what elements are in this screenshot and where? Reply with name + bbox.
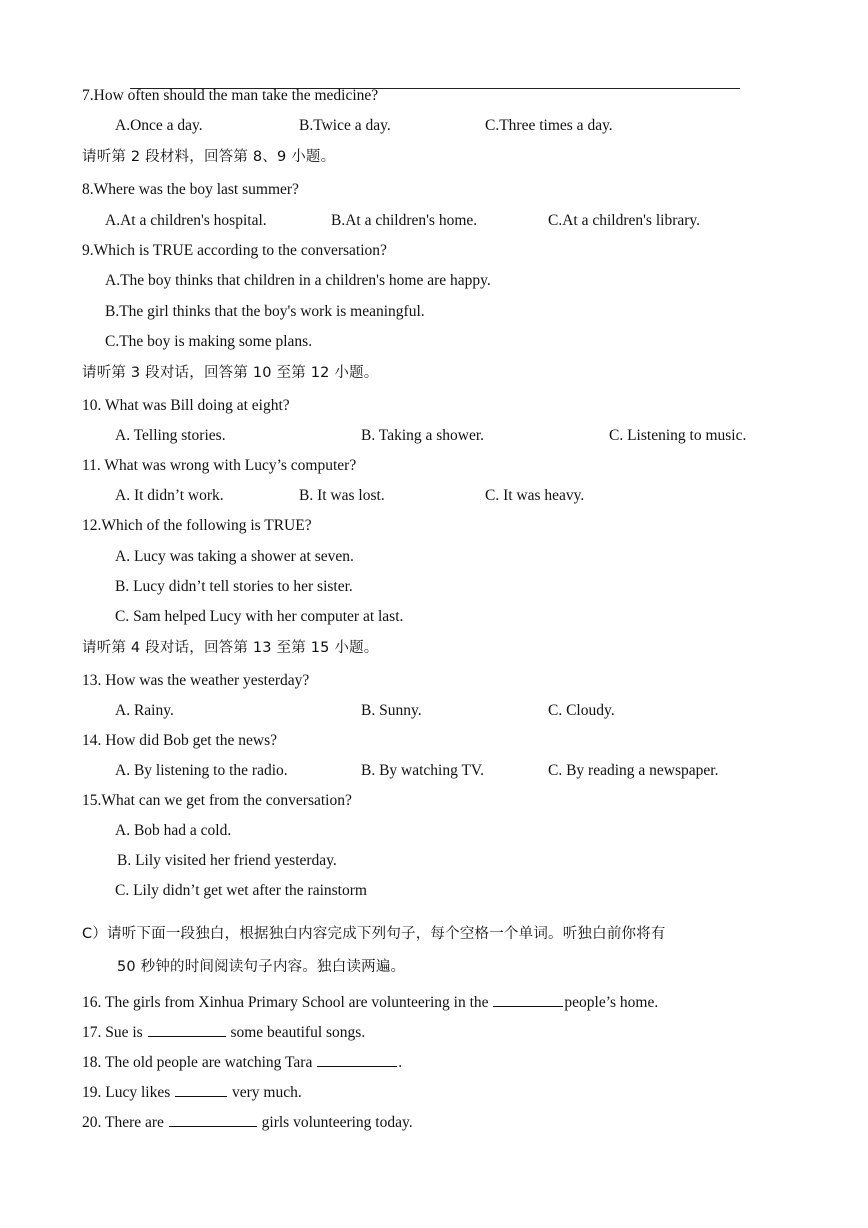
question-18-text-before: 18. The old people are watching Tara — [82, 1054, 317, 1071]
question-14-options — [0, 761, 868, 781]
question-16 — [82, 991, 658, 1013]
option-9b: B.The girl thinks that the boy's work is meaningful. — [105, 303, 425, 320]
option-10b: B. Taking a shower. — [361, 427, 485, 444]
section-3-instruction: 请听第 3 段对话，回答第 10 至第 12 小题。 — [82, 365, 379, 381]
question-20-text-after: girls volunteering today. — [257, 1114, 413, 1131]
question-19 — [82, 1081, 302, 1103]
question-7-options — [0, 116, 868, 136]
question-8-options — [0, 211, 868, 231]
question-7: 7.How often should the man take the medicine? — [82, 87, 379, 104]
option-7a: A.Once a day. — [115, 117, 203, 134]
question-18 — [82, 1051, 402, 1073]
answer-blank-20[interactable] — [169, 1111, 257, 1127]
option-11c: C. It was heavy. — [485, 487, 585, 504]
option-7b: B.Twice a day. — [299, 117, 391, 134]
question-11: 11. What was wrong with Lucy’s computer? — [82, 457, 357, 474]
option-7c: C.Three times a day. — [485, 117, 613, 134]
option-14a: A. By listening to the radio. — [115, 762, 288, 779]
option-13a: A. Rainy. — [115, 702, 174, 719]
option-11a: A. It didn’t work. — [115, 487, 224, 504]
option-9c: C.The boy is making some plans. — [105, 333, 313, 350]
option-13c: C. Cloudy. — [548, 702, 615, 719]
option-12a: A. Lucy was taking a shower at seven. — [115, 548, 354, 565]
answer-blank-19[interactable] — [175, 1081, 227, 1097]
option-8b: B.At a children's home. — [331, 212, 478, 229]
question-14: 14. How did Bob get the news? — [82, 732, 278, 749]
answer-blank-17[interactable] — [148, 1021, 226, 1037]
option-9a: A.The boy thinks that children in a children's home are happy. — [105, 272, 491, 289]
question-13-options — [0, 701, 868, 721]
option-12c: C. Sam helped Lucy with her computer at last. — [115, 608, 404, 625]
option-11b: B. It was lost. — [299, 487, 385, 504]
question-17-text-before: 17. Sue is — [82, 1024, 147, 1041]
question-17 — [82, 1021, 365, 1043]
question-10: 10. What was Bill doing at eight? — [82, 397, 290, 414]
question-10-options — [0, 426, 868, 446]
question-16-text-before: 16. The girls from Xinhua Primary School are volunteering in the — [82, 994, 493, 1011]
section-c-instruction-line-1: C）请听下面一段独白，根据独白内容完成下列句子，每个空格一个单词。听独白前你将有 — [82, 926, 666, 942]
question-15: 15.What can we get from the conversation? — [82, 792, 352, 809]
question-17-text-after: some beautiful songs. — [226, 1024, 366, 1041]
answer-blank-16[interactable] — [493, 991, 563, 1007]
section-2-instruction: 请听第 2 段材料，回答第 8、9 小题。 — [82, 149, 336, 165]
section-4-instruction: 请听第 4 段对话，回答第 13 至第 15 小题。 — [82, 640, 379, 656]
question-19-text-after: very much. — [228, 1084, 302, 1101]
option-13b: B. Sunny. — [361, 702, 422, 719]
question-12: 12.Which of the following is TRUE? — [82, 517, 312, 534]
question-13: 13. How was the weather yesterday? — [82, 672, 310, 689]
question-20 — [82, 1111, 413, 1133]
question-11-options — [0, 486, 868, 506]
option-14b: B. By watching TV. — [361, 762, 485, 779]
question-16-text-after: people’s home. — [564, 994, 659, 1011]
option-15c: C. Lily didn’t get wet after the rainstorm — [115, 882, 367, 899]
question-9: 9.Which is TRUE according to the conversation? — [82, 242, 387, 259]
option-10a: A. Telling stories. — [115, 427, 226, 444]
section-c-instruction-line-2: 50 秒钟的时间阅读句子内容。独白读两遍。 — [117, 959, 406, 975]
option-8a: A.At a children's hospital. — [105, 212, 267, 229]
option-8c: C.At a children's library. — [548, 212, 701, 229]
question-18-text-after: . — [398, 1054, 403, 1071]
option-12b: B. Lucy didn’t tell stories to her sister. — [115, 578, 353, 595]
option-15a: A. Bob had a cold. — [115, 822, 232, 839]
option-14c: C. By reading a newspaper. — [548, 762, 719, 779]
option-10c: C. Listening to music. — [609, 427, 747, 444]
option-15b: B. Lily visited her friend yesterday. — [117, 852, 337, 869]
question-8: 8.Where was the boy last summer? — [82, 181, 299, 198]
question-19-text-before: 19. Lucy likes — [82, 1084, 175, 1101]
question-20-text-before: 20. There are — [82, 1114, 168, 1131]
answer-blank-18[interactable] — [317, 1051, 397, 1067]
